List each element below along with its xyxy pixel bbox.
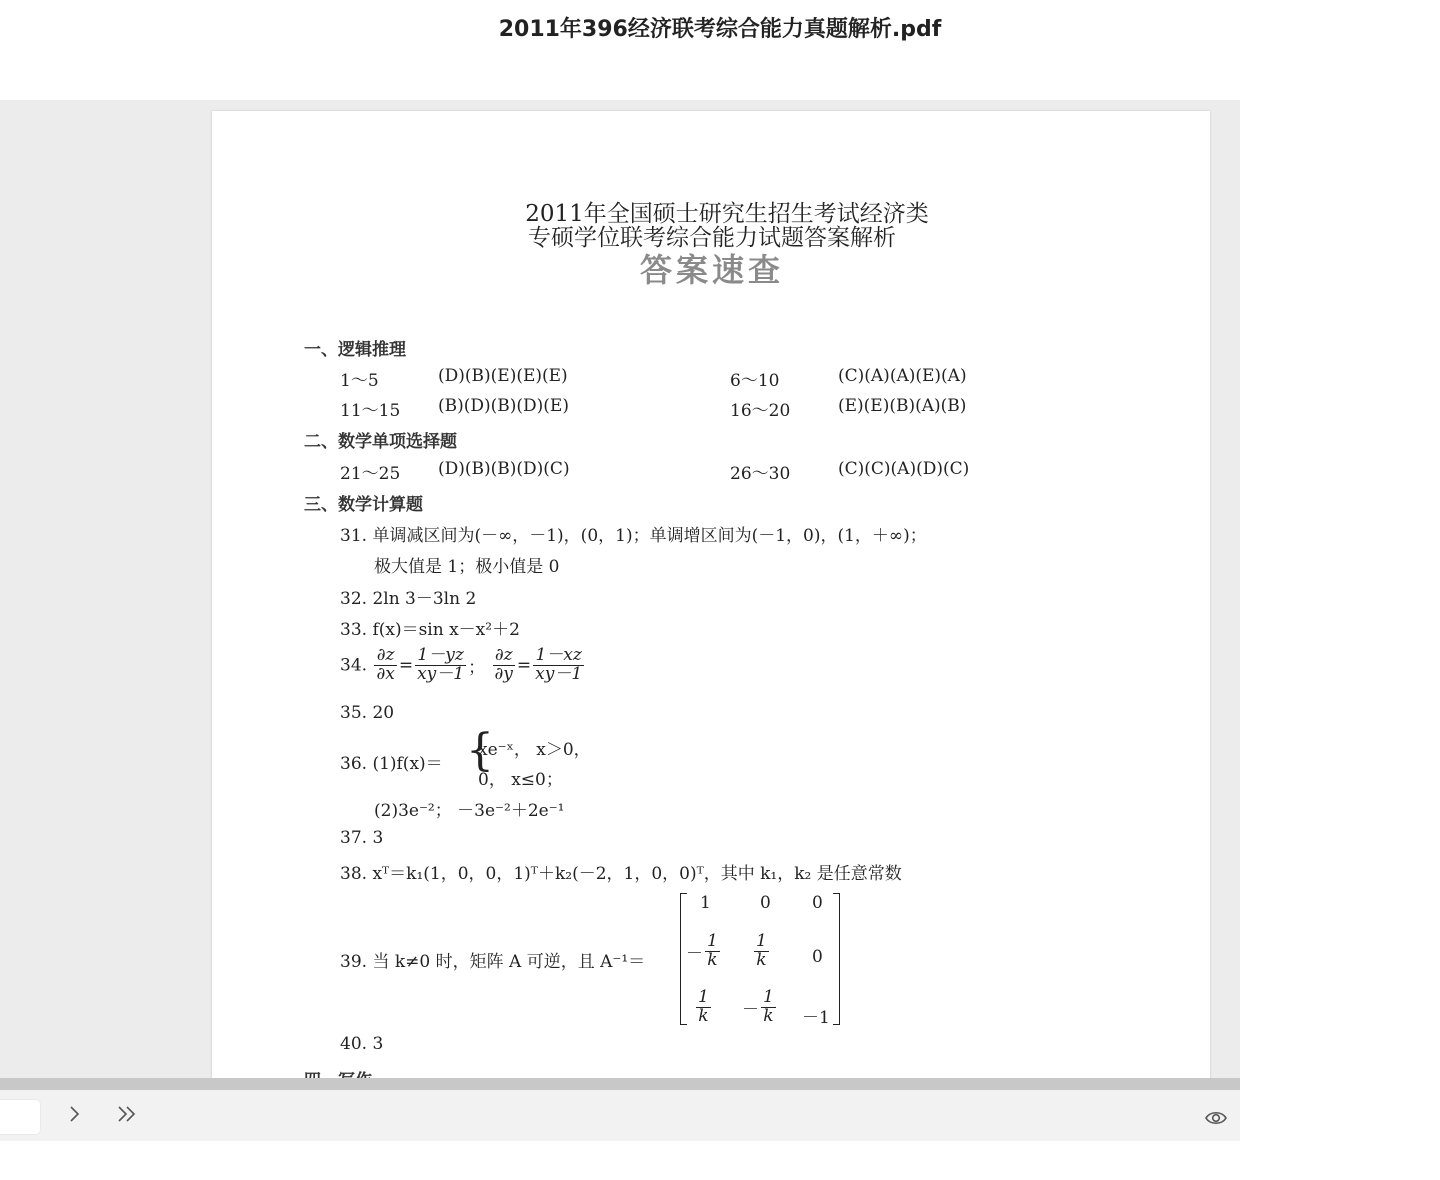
fraction <box>493 647 515 684</box>
numerator: ∂z <box>374 647 396 666</box>
answer-39: 39. 当 k≠0 时，矩阵 A 可逆，且 A⁻¹＝ <box>340 952 646 972</box>
chevron-right-icon <box>62 1102 86 1126</box>
fraction <box>754 933 769 970</box>
denominator: k <box>707 949 718 970</box>
answer-34: 34. $\frac{\partial z}{\partial x}$ = $\frac{1-yz}{xy-1}$ ； $\frac{\partial z}{\partial y}$ = $\frac{1-xz}{xy-1}$ <box>340 645 583 684</box>
last-page-button[interactable] <box>114 1102 138 1126</box>
matrix-cell: 1 <box>700 893 711 913</box>
pdf-viewer[interactable] <box>0 100 1240 1078</box>
denominator: k <box>698 1005 709 1026</box>
answer-list: (C)(A)(A)(E)(A) <box>838 366 967 386</box>
section-title: 二、数学单项选择题 <box>304 432 457 452</box>
title-bar <box>0 0 1240 100</box>
answer-36-part2: (2)3e⁻²； －3e⁻²＋2e⁻¹ <box>374 801 565 821</box>
answer-range: 6～10 <box>730 371 780 391</box>
denominator: k <box>756 949 767 970</box>
pdf-page <box>212 111 1210 1091</box>
answer-list: (B)(D)(B)(D)(E) <box>438 396 569 416</box>
answer-range: 1～5 <box>340 371 379 391</box>
page-number-input[interactable] <box>0 1100 40 1134</box>
answer-label: 34. <box>340 655 368 676</box>
numerator: 1 <box>756 931 767 951</box>
matrix-cell: 0 <box>812 947 823 967</box>
matrix-bracket-right <box>833 893 840 1025</box>
fraction <box>696 989 711 1026</box>
numerator: 1 <box>707 931 718 951</box>
sign: － <box>742 999 759 1020</box>
numerator: 1－xz <box>533 647 584 666</box>
matrix-cell <box>686 933 722 970</box>
answer-35: 35. 20 <box>340 703 395 723</box>
fraction <box>415 647 466 684</box>
denominator: ∂y <box>494 663 513 684</box>
document-title: 2011年396经济联考综合能力真题解析.pdf <box>498 17 942 42</box>
answer-33: 33. f(x)＝sin x－x²＋2 <box>340 620 520 640</box>
answer-37: 37. 3 <box>340 828 384 848</box>
answer-36-case2: 0， x≤0； <box>478 770 563 790</box>
header-title: 答案速查 <box>639 251 784 289</box>
answer-list: (C)(C)(A)(D)(C) <box>838 459 970 479</box>
answer-36-case1: xe⁻ˣ， x＞0， <box>478 740 591 760</box>
numerator: 1 <box>763 987 774 1007</box>
separator: ； <box>468 657 486 678</box>
denominator: xy－1 <box>535 663 583 684</box>
section-title: 一、逻辑推理 <box>304 340 406 360</box>
header-line-2: 专硕学位联考综合能力试题答案解析 <box>528 225 896 251</box>
eye-icon[interactable] <box>1204 1106 1228 1130</box>
denominator: k <box>763 1005 774 1026</box>
header-line-1: 2011年全国硕士研究生招生考试经济类 <box>525 201 929 227</box>
answer-range: 26～30 <box>730 464 791 484</box>
inverse-matrix <box>680 893 840 1028</box>
fraction <box>533 647 584 684</box>
matrix-cell <box>752 933 771 970</box>
answer-31-line1: 31. 单调减区间为(－∞，－1)，(0，1)；单调增区间为(－1，0)，(1，＋∞)； <box>340 526 927 546</box>
denominator: ∂x <box>376 663 395 684</box>
bottom-toolbar <box>0 1090 1240 1141</box>
answer-range: 16～20 <box>730 401 791 421</box>
brace-icon: { <box>466 725 494 776</box>
answer-36-prefix: 36. (1)f(x)＝ <box>340 754 443 774</box>
answer-list: (D)(B)(B)(D)(C) <box>438 459 570 479</box>
horizontal-scrollbar[interactable] <box>0 1078 1240 1090</box>
section-title: 三、数学计算题 <box>304 495 423 515</box>
answer-list: (E)(E)(B)(A)(B) <box>838 396 967 416</box>
answer-range: 21～25 <box>340 464 401 484</box>
matrix-cell <box>694 989 713 1026</box>
next-page-button[interactable] <box>62 1102 86 1126</box>
answer-40: 40. 3 <box>340 1034 384 1054</box>
matrix-cell: －1 <box>802 1008 830 1028</box>
fraction <box>705 933 720 970</box>
answer-31-line2: 极大值是 1；极小值是 0 <box>374 557 560 577</box>
fraction <box>374 647 396 684</box>
answer-range: 11～15 <box>340 401 401 421</box>
fraction <box>761 989 776 1026</box>
matrix-cell: 0 <box>812 893 823 913</box>
answer-38: 38. xᵀ＝k₁(1，0，0，1)ᵀ＋k₂(－2，1，0，0)ᵀ，其中 k₁，k₂ 是任意常数 <box>340 864 902 884</box>
answer-32: 32. 2ln 3－3ln 2 <box>340 589 477 609</box>
denominator: xy－1 <box>417 663 465 684</box>
double-chevron-right-icon <box>114 1102 140 1126</box>
matrix-cell <box>742 989 778 1026</box>
numerator: ∂z <box>493 647 515 666</box>
numerator: 1 <box>698 987 709 1007</box>
matrix-cell: 0 <box>760 893 771 913</box>
answer-list: (D)(B)(E)(E)(E) <box>438 366 568 386</box>
numerator: 1－yz <box>415 647 466 666</box>
sign: － <box>686 943 703 964</box>
